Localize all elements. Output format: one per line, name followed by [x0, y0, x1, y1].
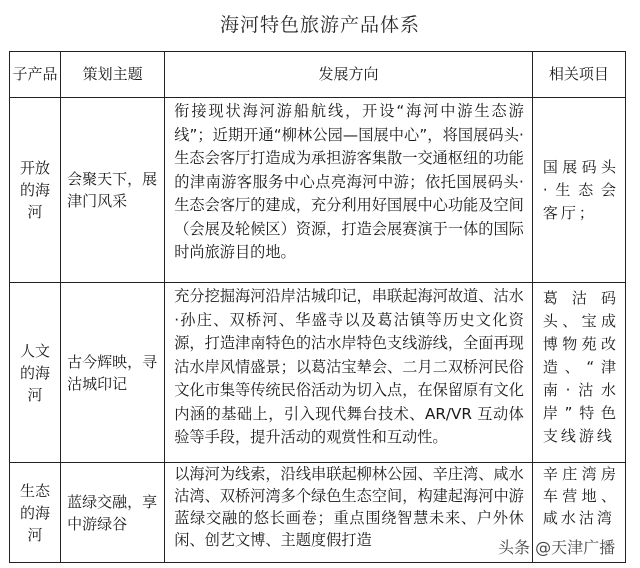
cell-theme: 蓝绿交融，享中游绿谷 [61, 463, 165, 563]
table-row [10, 283, 626, 463]
cell-projects: 辛庄湾房车营地、咸水沽湾 [532, 463, 625, 563]
cell-theme: 古今辉映，寻沽城印记 [61, 283, 165, 463]
header-projects: 相关项目 [532, 52, 625, 98]
cell-direction: 充分挖掘海河沿岸沽城印记，串联起海河故道、沽水·孙庄、双桥河、华盛寺以及葛沽镇等历史文化资源，打造津南特色的沽水岸特色支线游线，全面再现沽水岸风情盛景；以葛沽宝辇会、二月二双桥河民俗文化市集等传统民俗活动为切入点，在保留原有文化内涵的基础上，引入现代舞台技术、AR/VR 互动体验等手段，提升活动的观赏性和互动性。 [165, 283, 533, 463]
cell-sub-product: 开放的海河 [10, 98, 61, 283]
table-header-row [10, 52, 626, 98]
page-title: 海河特色旅游产品体系 [219, 14, 420, 36]
cell-sub-product: 生态的海河 [10, 463, 61, 563]
cell-direction: 以海河为线索，沿线串联起柳林公园、辛庄湾、咸水沽湾、双桥河湾多个绿色生态空间，构建起海河中游蓝绿交融的悠长画卷；重点围绕智慧未来、户外休闲、创艺文博、主题度假打造 [165, 463, 533, 563]
header-direction: 发展方向 [165, 52, 533, 98]
product-system-table [9, 51, 626, 563]
cell-direction: 衔接现状海河游船航线，开设“海河中游生态游线”；近期开通“柳林公园—国展中心”，将国展码头·生态会客厅打造成为承担游客集散一交通枢纽的功能的津南游客服务中心点亮海河中游；依托国展码头·生态会客厅的建成，充分利用好国展中心功能及空间（会展及轮候区）资源，打造会展赛演于一体的国际时尚旅游目的地。 [165, 98, 533, 283]
cell-sub-product: 人文的海河 [10, 283, 61, 463]
table-row [10, 98, 626, 283]
cell-projects: 葛沽码头、宝成博物苑改造、“津南·沽水岸”特色支线游线 [532, 283, 625, 463]
header-theme: 策划主题 [61, 52, 165, 98]
header-sub-product: 子产品 [10, 52, 61, 98]
cell-theme: 会聚天下，展津门风采 [61, 98, 165, 283]
cell-projects: 国展码头·生态会客厅； [532, 98, 625, 283]
watermark: 头条 @天津广播 [498, 538, 616, 557]
